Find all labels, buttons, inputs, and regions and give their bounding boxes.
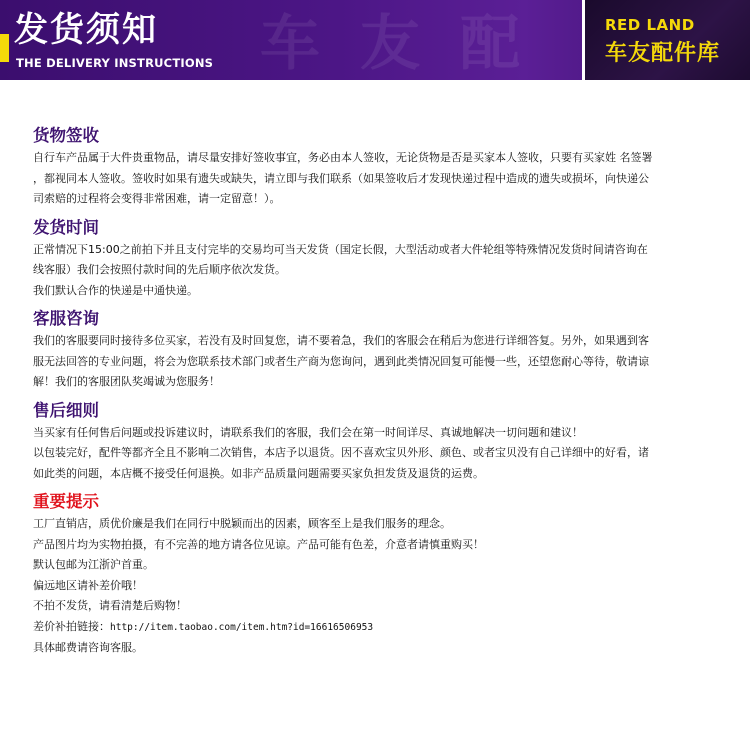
section-receipt <box>33 124 723 210</box>
instructions-content <box>33 124 723 665</box>
section-service <box>33 307 723 393</box>
paragraph-line: 偏远地区请补差价哦！ <box>33 578 143 592</box>
header-banner <box>0 0 750 80</box>
paragraph-line: 自行车产品属于大件贵重物品，请尽量安排好签收事宜，务必由本人签收，无论货物是否是买家本人签收，只要有买家姓 名签署 <box>33 151 653 164</box>
paragraph-line: 正常情况下15:00之前拍下并且支付完毕的交易均可当天发货（国定长假，大型活动或者大件轮组等特殊情况发货时间请咨询在 <box>33 242 648 256</box>
section-title-important: 重要提示 <box>33 492 99 511</box>
header-watermark: 车友配 <box>260 9 560 79</box>
section-important <box>33 490 723 659</box>
paragraph-line: 不拍不发货，请看清楚后购物！ <box>33 599 187 612</box>
section-title: 客服咨询 <box>33 309 99 328</box>
supplement-link[interactable]: http://item.taobao.com/item.htm?id=16616506953 <box>110 621 374 633</box>
paragraph-line: 线客服）我们会按照付款时间的先后顺序依次发货。 <box>33 263 286 276</box>
paragraph-line: 产品图片均为实物拍摄，有不完善的地方请各位见谅。产品可能有色差，介意者请慎重购买！ <box>33 537 484 551</box>
paragraph-line: 我们的客服要同时接待多位买家，若没有及时回复您，请不要着急，我们的客服会在稍后为您进行详细答复。另外，如果遇到客 <box>33 334 649 347</box>
supplement-link-line <box>33 617 723 639</box>
paragraph-line: 我们默认合作的快递是中通快递。 <box>33 283 198 297</box>
section-aftersale <box>33 399 723 485</box>
paragraph-line: ，都视同本人签收。签收时如果有遗失或缺失，请立即与我们联系（如果签收后才发现快递过程中造成的遗失或损坏，向快递公 <box>33 171 649 185</box>
brand-logo <box>582 0 750 80</box>
paragraph-line: 司索赔的过程将会变得非常困难，请一定留意！）。 <box>33 192 281 205</box>
paragraph-line: 以包装完好，配件等都齐全且不影响二次销售，本店予以退货。因不喜欢宝贝外形、颜色、或者宝贝没有自己详细中的好看，诸 <box>33 446 649 459</box>
page-title: 发货须知 <box>14 10 158 50</box>
paragraph-line: 具体邮费请咨询客服。 <box>33 641 143 654</box>
accent-tab <box>0 34 9 62</box>
paragraph-line: 当买家有任何售后问题或投诉建议时，请联系我们的客服，我们会在第一时间详尽、真诚地解决一切问题和建议！ <box>33 425 583 439</box>
section-title: 发货时间 <box>33 217 99 237</box>
paragraph-line: 如此类的问题，本店概不接受任何退换。如非产品质量问题需要买家负担发货及退货的运费。 <box>33 466 484 480</box>
brand-name-cn: 车友配件库 <box>605 41 721 66</box>
supplement-link-label: 差价补拍链接： <box>33 619 110 633</box>
section-shipping <box>33 216 723 302</box>
brand-name-en: RED LAND <box>605 16 695 34</box>
section-title: 货物签收 <box>33 126 99 145</box>
paragraph-line: 服无法回答的专业问题，将会为您联系技术部门或者生产商为您询问，遇到此类情况回复可能慢一些，还望您耐心等待，敬请谅 <box>33 354 649 368</box>
paragraph-line: 工厂直销店，质优价廉是我们在同行中脱颖而出的因素，顾客至上是我们服务的理念。 <box>33 517 451 530</box>
page-subtitle: THE DELIVERY INSTRUCTIONS <box>16 56 214 70</box>
paragraph-line: 默认包邮为江浙沪首重。 <box>33 558 154 571</box>
paragraph-line: 解！我们的客服团队奖竭诚为您服务！ <box>33 375 220 388</box>
section-title: 售后细则 <box>33 400 99 420</box>
